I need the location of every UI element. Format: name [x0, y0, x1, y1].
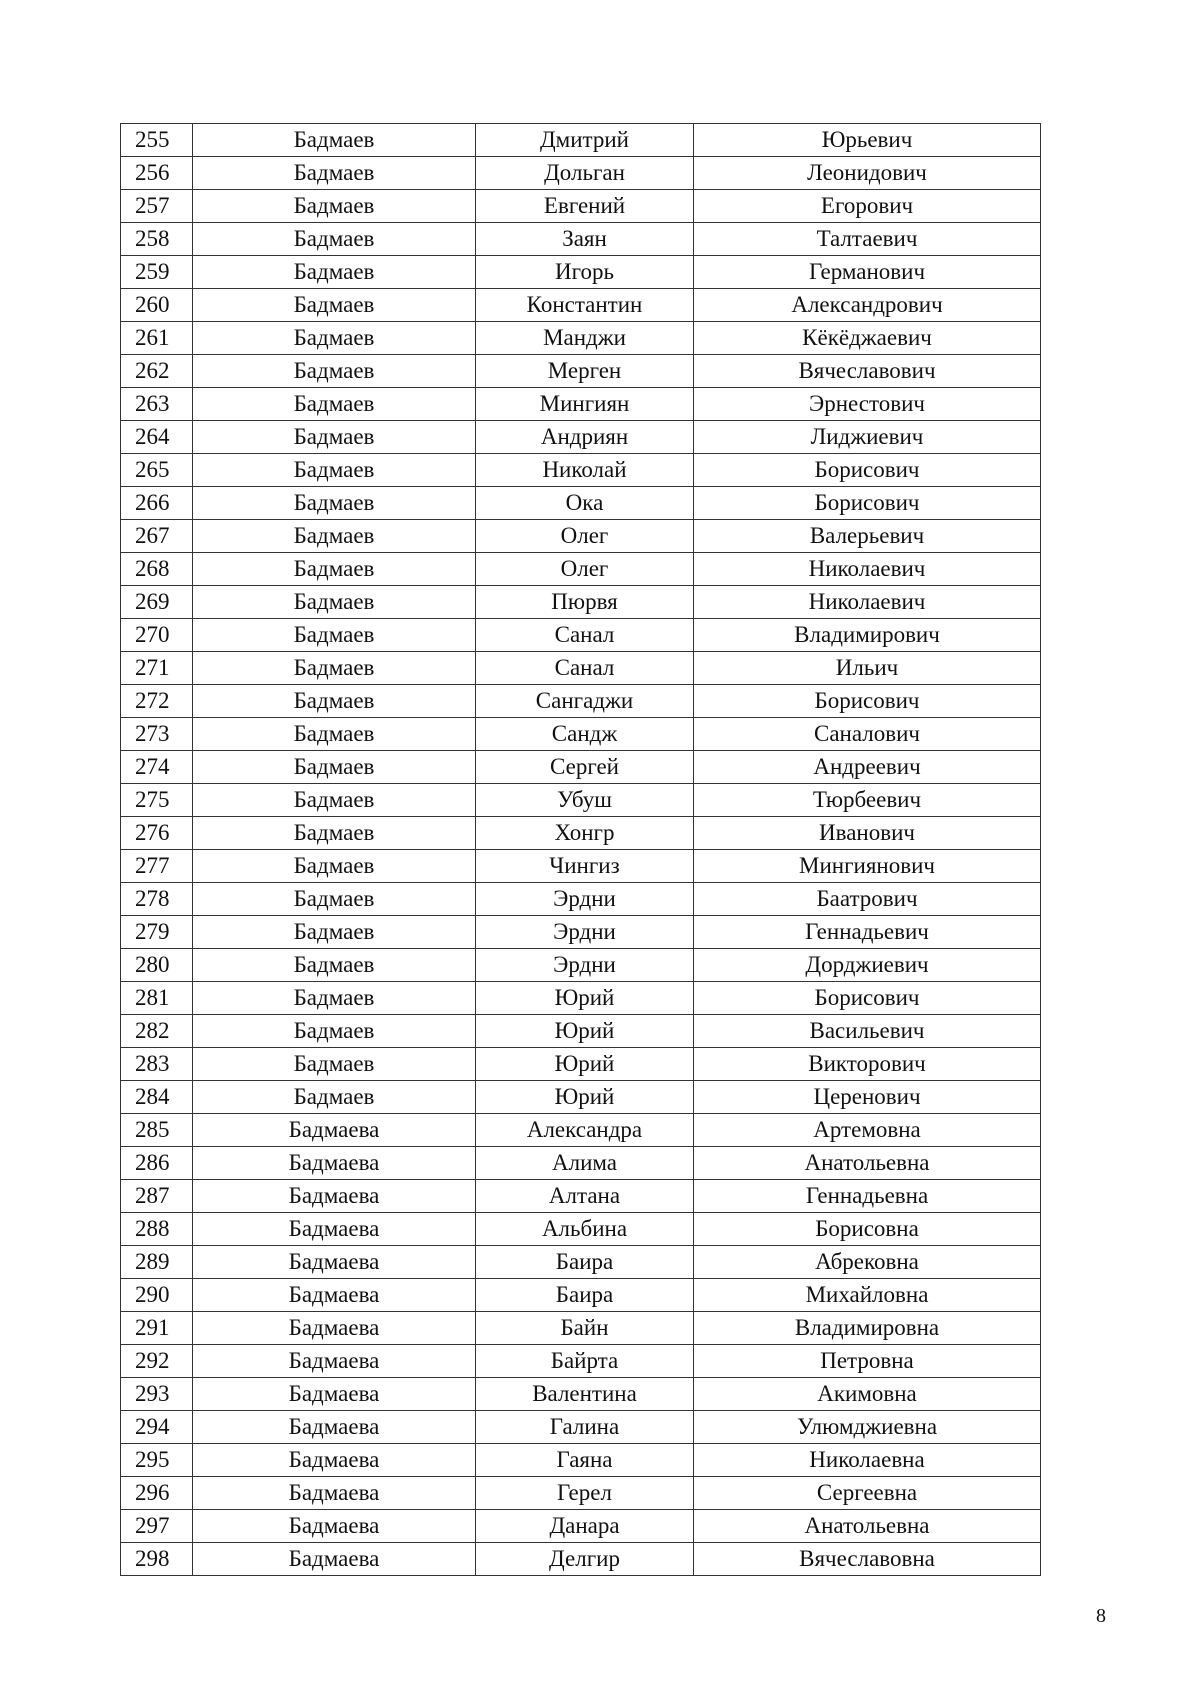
given-name-cell: Герел: [476, 1477, 694, 1510]
row-number-cell: 267: [121, 520, 193, 553]
surname-cell: Бадмаев: [193, 916, 476, 949]
given-name-cell: Олег: [476, 553, 694, 586]
surname-cell: Бадмаева: [193, 1510, 476, 1543]
patronymic-cell: Валерьевич: [694, 520, 1041, 553]
surname-cell: Бадмаев: [193, 124, 476, 157]
patronymic-cell: Борисович: [694, 982, 1041, 1015]
table-row: [121, 322, 1041, 355]
page-number: 8: [1096, 1605, 1106, 1627]
table-row: [121, 1378, 1041, 1411]
given-name-cell: Чингиз: [476, 850, 694, 883]
patronymic-cell: Улюмджиевна: [694, 1411, 1041, 1444]
roster-table: [120, 123, 1041, 1576]
patronymic-cell: Михайловна: [694, 1279, 1041, 1312]
row-number-cell: 276: [121, 817, 193, 850]
surname-cell: Бадмаева: [193, 1543, 476, 1576]
given-name-cell: Юрий: [476, 1015, 694, 1048]
patronymic-cell: Сергеевна: [694, 1477, 1041, 1510]
table-row: [121, 652, 1041, 685]
table-row: [121, 850, 1041, 883]
given-name-cell: Заян: [476, 223, 694, 256]
row-number-cell: 278: [121, 883, 193, 916]
given-name-cell: Санал: [476, 652, 694, 685]
surname-cell: Бадмаева: [193, 1246, 476, 1279]
given-name-cell: Байрта: [476, 1345, 694, 1378]
given-name-cell: Хонгр: [476, 817, 694, 850]
given-name-cell: Мерген: [476, 355, 694, 388]
row-number-cell: 258: [121, 223, 193, 256]
row-number-cell: 257: [121, 190, 193, 223]
given-name-cell: Александра: [476, 1114, 694, 1147]
row-number-cell: 256: [121, 157, 193, 190]
given-name-cell: Валентина: [476, 1378, 694, 1411]
row-number-cell: 287: [121, 1180, 193, 1213]
given-name-cell: Пюрвя: [476, 586, 694, 619]
row-number-cell: 281: [121, 982, 193, 1015]
table-row: [121, 883, 1041, 916]
patronymic-cell: Анатольевна: [694, 1510, 1041, 1543]
table-row: [121, 223, 1041, 256]
surname-cell: Бадмаев: [193, 157, 476, 190]
given-name-cell: Сангаджи: [476, 685, 694, 718]
given-name-cell: Юрий: [476, 1048, 694, 1081]
row-number-cell: 284: [121, 1081, 193, 1114]
given-name-cell: Алтана: [476, 1180, 694, 1213]
surname-cell: Бадмаева: [193, 1444, 476, 1477]
given-name-cell: Юрий: [476, 982, 694, 1015]
surname-cell: Бадмаев: [193, 1015, 476, 1048]
surname-cell: Бадмаева: [193, 1312, 476, 1345]
patronymic-cell: Борисович: [694, 454, 1041, 487]
table-row: [121, 256, 1041, 289]
table-row: [121, 1081, 1041, 1114]
table-row: [121, 982, 1041, 1015]
row-number-cell: 268: [121, 553, 193, 586]
table-row: [121, 1444, 1041, 1477]
patronymic-cell: Васильевич: [694, 1015, 1041, 1048]
given-name-cell: Ока: [476, 487, 694, 520]
surname-cell: Бадмаева: [193, 1378, 476, 1411]
table-row: [121, 388, 1041, 421]
table-row: [121, 619, 1041, 652]
table-row: [121, 751, 1041, 784]
surname-cell: Бадмаев: [193, 520, 476, 553]
patronymic-cell: Викторович: [694, 1048, 1041, 1081]
surname-cell: Бадмаев: [193, 718, 476, 751]
patronymic-cell: Иванович: [694, 817, 1041, 850]
patronymic-cell: Акимовна: [694, 1378, 1041, 1411]
given-name-cell: Николай: [476, 454, 694, 487]
table-row: [121, 1312, 1041, 1345]
patronymic-cell: Дорджиевич: [694, 949, 1041, 982]
patronymic-cell: Тюрбеевич: [694, 784, 1041, 817]
given-name-cell: Юрий: [476, 1081, 694, 1114]
row-number-cell: 259: [121, 256, 193, 289]
given-name-cell: Убуш: [476, 784, 694, 817]
given-name-cell: Дмитрий: [476, 124, 694, 157]
row-number-cell: 282: [121, 1015, 193, 1048]
surname-cell: Бадмаева: [193, 1411, 476, 1444]
patronymic-cell: Александрович: [694, 289, 1041, 322]
patronymic-cell: Владимирович: [694, 619, 1041, 652]
surname-cell: Бадмаев: [193, 817, 476, 850]
table-row: [121, 916, 1041, 949]
given-name-cell: Игорь: [476, 256, 694, 289]
patronymic-cell: Артемовна: [694, 1114, 1041, 1147]
given-name-cell: Гаяна: [476, 1444, 694, 1477]
surname-cell: Бадмаев: [193, 751, 476, 784]
given-name-cell: Эрдни: [476, 949, 694, 982]
patronymic-cell: Ильич: [694, 652, 1041, 685]
row-number-cell: 296: [121, 1477, 193, 1510]
surname-cell: Бадмаев: [193, 256, 476, 289]
given-name-cell: Баира: [476, 1246, 694, 1279]
row-number-cell: 293: [121, 1378, 193, 1411]
surname-cell: Бадмаев: [193, 487, 476, 520]
surname-cell: Бадмаев: [193, 586, 476, 619]
table-row: [121, 1213, 1041, 1246]
patronymic-cell: Эрнестович: [694, 388, 1041, 421]
surname-cell: Бадмаев: [193, 982, 476, 1015]
given-name-cell: Делгир: [476, 1543, 694, 1576]
surname-cell: Бадмаев: [193, 322, 476, 355]
table-row: [121, 1180, 1041, 1213]
row-number-cell: 260: [121, 289, 193, 322]
row-number-cell: 297: [121, 1510, 193, 1543]
given-name-cell: Сандж: [476, 718, 694, 751]
row-number-cell: 261: [121, 322, 193, 355]
patronymic-cell: Германович: [694, 256, 1041, 289]
surname-cell: Бадмаев: [193, 652, 476, 685]
table-row: [121, 1510, 1041, 1543]
surname-cell: Бадмаев: [193, 685, 476, 718]
given-name-cell: Санал: [476, 619, 694, 652]
table-row: [121, 1543, 1041, 1576]
table-row: [121, 1114, 1041, 1147]
patronymic-cell: Николаевич: [694, 586, 1041, 619]
surname-cell: Бадмаев: [193, 619, 476, 652]
table-row: [121, 1345, 1041, 1378]
given-name-cell: Байн: [476, 1312, 694, 1345]
row-number-cell: 292: [121, 1345, 193, 1378]
patronymic-cell: Николаевна: [694, 1444, 1041, 1477]
given-name-cell: Олег: [476, 520, 694, 553]
row-number-cell: 269: [121, 586, 193, 619]
patronymic-cell: Лиджиевич: [694, 421, 1041, 454]
patronymic-cell: Талтаевич: [694, 223, 1041, 256]
table-row: [121, 718, 1041, 751]
patronymic-cell: Андреевич: [694, 751, 1041, 784]
patronymic-cell: Борисович: [694, 685, 1041, 718]
patronymic-cell: Борисович: [694, 487, 1041, 520]
patronymic-cell: Вячеславович: [694, 355, 1041, 388]
row-number-cell: 288: [121, 1213, 193, 1246]
table-row: [121, 949, 1041, 982]
row-number-cell: 295: [121, 1444, 193, 1477]
table-row: [121, 784, 1041, 817]
row-number-cell: 273: [121, 718, 193, 751]
row-number-cell: 291: [121, 1312, 193, 1345]
row-number-cell: 289: [121, 1246, 193, 1279]
table-row: [121, 454, 1041, 487]
table-row: [121, 1246, 1041, 1279]
patronymic-cell: Мингиянович: [694, 850, 1041, 883]
row-number-cell: 290: [121, 1279, 193, 1312]
patronymic-cell: Вячеславовна: [694, 1543, 1041, 1576]
surname-cell: Бадмаев: [193, 1081, 476, 1114]
patronymic-cell: Борисовна: [694, 1213, 1041, 1246]
table-row: [121, 817, 1041, 850]
surname-cell: Бадмаев: [193, 1048, 476, 1081]
patronymic-cell: Владимировна: [694, 1312, 1041, 1345]
row-number-cell: 262: [121, 355, 193, 388]
surname-cell: Бадмаев: [193, 355, 476, 388]
given-name-cell: Константин: [476, 289, 694, 322]
row-number-cell: 272: [121, 685, 193, 718]
patronymic-cell: Баатрович: [694, 883, 1041, 916]
row-number-cell: 294: [121, 1411, 193, 1444]
patronymic-cell: Геннадьевна: [694, 1180, 1041, 1213]
given-name-cell: Альбина: [476, 1213, 694, 1246]
row-number-cell: 280: [121, 949, 193, 982]
table-row: [121, 1048, 1041, 1081]
row-number-cell: 270: [121, 619, 193, 652]
roster-body: [121, 124, 1041, 1576]
surname-cell: Бадмаев: [193, 850, 476, 883]
patronymic-cell: Геннадьевич: [694, 916, 1041, 949]
patronymic-cell: Юрьевич: [694, 124, 1041, 157]
row-number-cell: 277: [121, 850, 193, 883]
surname-cell: Бадмаева: [193, 1114, 476, 1147]
table-row: [121, 157, 1041, 190]
row-number-cell: 298: [121, 1543, 193, 1576]
surname-cell: Бадмаева: [193, 1147, 476, 1180]
surname-cell: Бадмаев: [193, 388, 476, 421]
row-number-cell: 285: [121, 1114, 193, 1147]
table-row: [121, 1279, 1041, 1312]
patronymic-cell: Абрековна: [694, 1246, 1041, 1279]
table-row: [121, 1411, 1041, 1444]
given-name-cell: Дольган: [476, 157, 694, 190]
surname-cell: Бадмаев: [193, 454, 476, 487]
table-row: [121, 553, 1041, 586]
patronymic-cell: Егорович: [694, 190, 1041, 223]
given-name-cell: Мингиян: [476, 388, 694, 421]
row-number-cell: 264: [121, 421, 193, 454]
table-row: [121, 124, 1041, 157]
table-row: [121, 355, 1041, 388]
table-row: [121, 421, 1041, 454]
surname-cell: Бадмаева: [193, 1180, 476, 1213]
surname-cell: Бадмаев: [193, 421, 476, 454]
table-row: [121, 190, 1041, 223]
given-name-cell: Алима: [476, 1147, 694, 1180]
row-number-cell: 265: [121, 454, 193, 487]
given-name-cell: Баира: [476, 1279, 694, 1312]
surname-cell: Бадмаева: [193, 1345, 476, 1378]
surname-cell: Бадмаев: [193, 784, 476, 817]
row-number-cell: 286: [121, 1147, 193, 1180]
patronymic-cell: Саналович: [694, 718, 1041, 751]
table-row: [121, 289, 1041, 322]
row-number-cell: 275: [121, 784, 193, 817]
given-name-cell: Сергей: [476, 751, 694, 784]
given-name-cell: Манджи: [476, 322, 694, 355]
surname-cell: Бадмаева: [193, 1477, 476, 1510]
patronymic-cell: Анатольевна: [694, 1147, 1041, 1180]
surname-cell: Бадмаев: [193, 553, 476, 586]
surname-cell: Бадмаев: [193, 883, 476, 916]
row-number-cell: 266: [121, 487, 193, 520]
row-number-cell: 283: [121, 1048, 193, 1081]
row-number-cell: 271: [121, 652, 193, 685]
surname-cell: Бадмаев: [193, 289, 476, 322]
surname-cell: Бадмаев: [193, 190, 476, 223]
table-row: [121, 487, 1041, 520]
patronymic-cell: Николаевич: [694, 553, 1041, 586]
patronymic-cell: Кёкёджаевич: [694, 322, 1041, 355]
given-name-cell: Эрдни: [476, 916, 694, 949]
patronymic-cell: Церенович: [694, 1081, 1041, 1114]
surname-cell: Бадмаев: [193, 949, 476, 982]
table-row: [121, 1015, 1041, 1048]
table-row: [121, 520, 1041, 553]
row-number-cell: 279: [121, 916, 193, 949]
given-name-cell: Галина: [476, 1411, 694, 1444]
table-row: [121, 1477, 1041, 1510]
surname-cell: Бадмаева: [193, 1213, 476, 1246]
table-row: [121, 586, 1041, 619]
given-name-cell: Евгений: [476, 190, 694, 223]
given-name-cell: Андриян: [476, 421, 694, 454]
row-number-cell: 274: [121, 751, 193, 784]
patronymic-cell: Леонидович: [694, 157, 1041, 190]
patronymic-cell: Петровна: [694, 1345, 1041, 1378]
surname-cell: Бадмаев: [193, 223, 476, 256]
surname-cell: Бадмаева: [193, 1279, 476, 1312]
given-name-cell: Эрдни: [476, 883, 694, 916]
row-number-cell: 255: [121, 124, 193, 157]
table-row: [121, 1147, 1041, 1180]
row-number-cell: 263: [121, 388, 193, 421]
given-name-cell: Данара: [476, 1510, 694, 1543]
table-row: [121, 685, 1041, 718]
